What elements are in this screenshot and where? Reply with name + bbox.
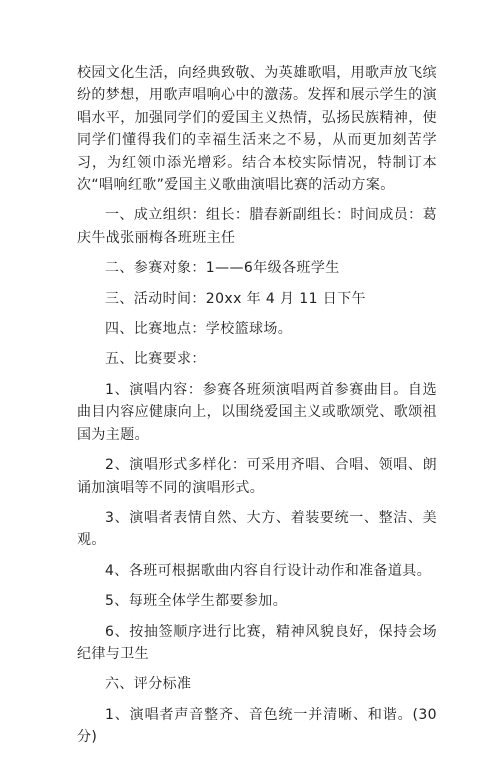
requirement-item-6: 6、按抽签顺序进行比赛，精神风貌良好，保持会场纪律与卫生 <box>77 623 437 662</box>
requirement-item-4: 4、各班可根据歌曲内容自行设计动作和准备道具。 <box>105 562 432 579</box>
document-body <box>77 62 437 757</box>
requirement-item-1: 1、演唱内容：参赛各班须演唱两首参赛曲目。自选曲目内容应健康向上，以围绕爱国主义或歌颂党、歌颂祖国为主题。 <box>77 381 437 443</box>
requirement-item-2: 2、演唱形式多样化：可采用齐唱、合唱、领唱、朗诵加演唱等不同的演唱形式。 <box>77 457 437 496</box>
section-scoring-heading: 六、评分标准 <box>105 676 192 693</box>
scoring-item-1: 1、演唱者声音整齐、音色统一并清晰、和谐。(30 分) <box>77 706 437 746</box>
requirement-item-5: 5、每班全体学生都要参加。 <box>105 593 288 610</box>
section-time: 三、活动时间：20xx 年 4 月 11 日下午 <box>105 290 366 307</box>
section-location: 四、比赛地点：学校篮球场。 <box>105 321 293 338</box>
section-requirements-heading: 五、比赛要求： <box>105 351 206 368</box>
section-organization: 一、成立组织：组长：腊春新副组长：时间成员：葛庆牛战张丽梅各班班主任 <box>77 207 437 246</box>
requirement-item-3: 3、演唱者表情自然、大方、着装要统一、整洁、美观。 <box>77 509 437 549</box>
intro-paragraph: 校园文化生活，向经典致敬、为英雄歌唱，用歌声放飞缤纷的梦想，用歌声唱响心中的激荡。发挥和展示学生的演唱水平，加强同学们的爱国主义热情，弘扬民族精神，使同学们懂得我们的幸福生活来之不易，从而更加刻苦学习，为红领巾添光增彩。结合本校实际情况，特制订本次“唱响红歌”爱国主义歌曲演唱比赛的活动方案。 <box>77 65 437 194</box>
section-participants: 二、参赛对象：1——6年级各班学生 <box>105 260 340 277</box>
